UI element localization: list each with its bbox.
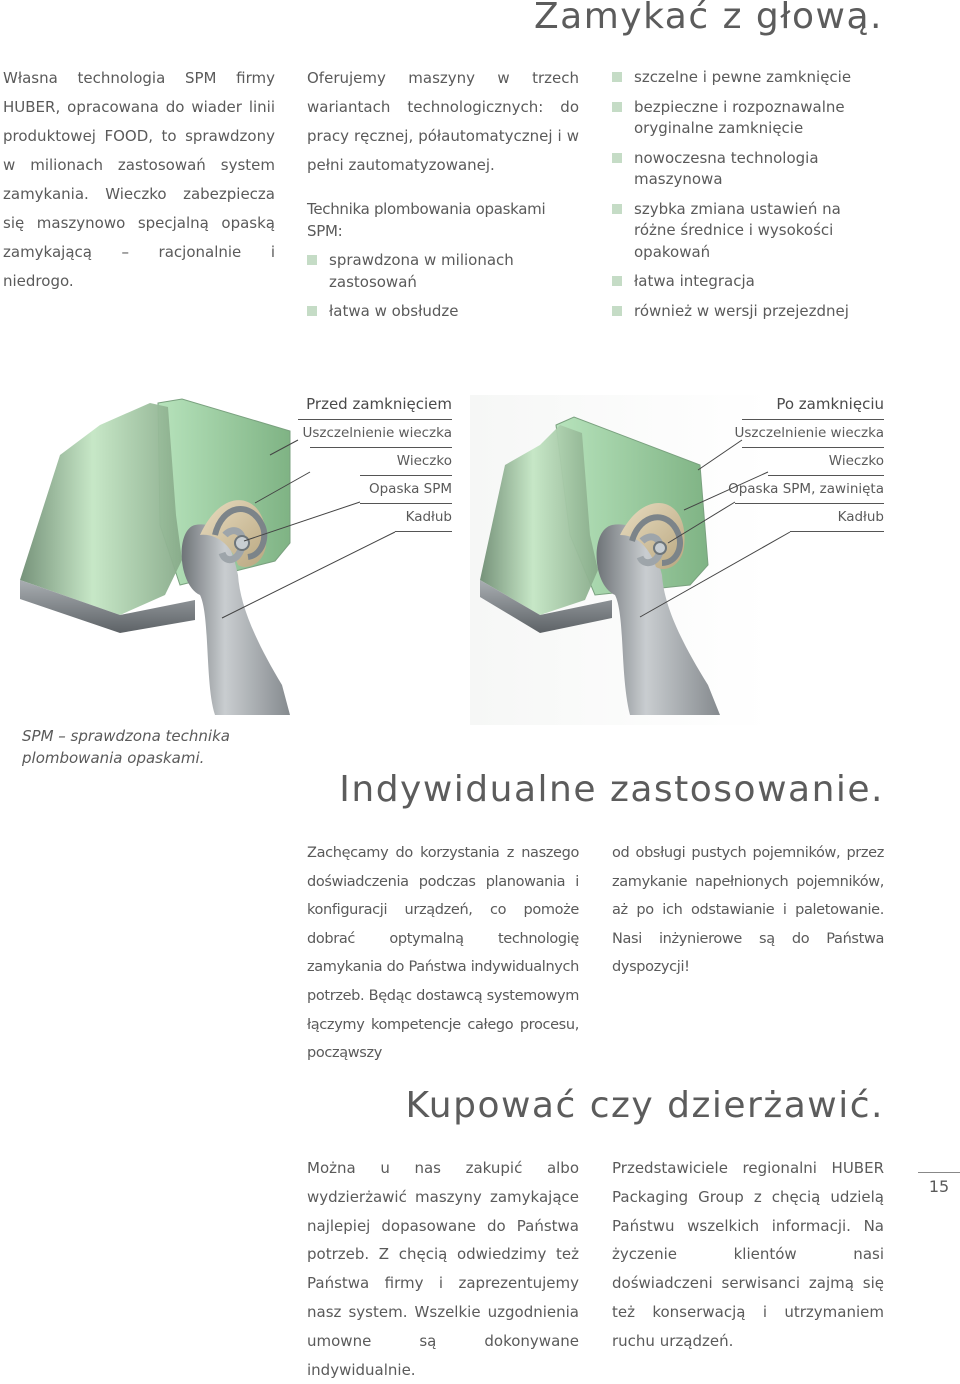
list-item: nowoczesna technologia maszynowa <box>612 148 887 191</box>
label-spm-band: Opaska SPM <box>368 481 452 497</box>
label-underline <box>768 475 884 476</box>
label-underline <box>735 503 884 504</box>
label-body: Kadłub <box>405 509 452 525</box>
page-number-rule <box>918 1172 960 1173</box>
label-underline <box>310 447 452 448</box>
square-bullet-icon <box>307 306 317 316</box>
section-title-closing: Zamykać z głową. <box>533 0 883 37</box>
square-bullet-icon <box>612 204 622 214</box>
label-underline <box>742 447 884 448</box>
individual-paragraph-1: Zachęcamy do korzystania z naszego doświadczenia podczas planowania i konfiguracji urządzeń, co pomoże dobrać optymalną technologię zamykania do Państwa indywidualnych potrzeb. Będąc dostawcą systemowym łączymy kompetencje całego procesu, począwszy <box>307 845 579 1062</box>
closure-features-list <box>612 67 887 330</box>
page-number: 15 <box>928 1177 950 1196</box>
label-lid-seal: Uszczelnienie wieczka <box>302 425 452 441</box>
after-closing-title: Po zamknięciu <box>776 395 884 413</box>
intro-column-2 <box>307 64 579 331</box>
label-body: Kadłub <box>837 509 884 525</box>
square-bullet-icon <box>612 153 622 163</box>
machine-variants-text: Oferujemy maszyny w trzech wariantach technologicznych: do pracy ręcznej, półautomatycznej i w pełni zautomatyzowanej. <box>307 69 579 174</box>
list-item: łatwa integracja <box>612 271 887 293</box>
label-lid: Wieczko <box>828 453 884 469</box>
section-title-buy-or-lease: Kupować czy dzierżawić. <box>405 1085 884 1126</box>
label-underline <box>298 419 452 420</box>
list-item: bezpieczne i rozpoznawalne oryginalne zamknięcie <box>612 97 887 140</box>
square-bullet-icon <box>612 276 622 286</box>
spm-benefits-list <box>307 250 579 323</box>
list-item: szczelne i pewne zamknięcie <box>612 67 887 89</box>
square-bullet-icon <box>612 306 622 316</box>
buy-paragraph-2: Przedstawiciele regionalni HUBER Packaging Group z chęcią udzielą Państwu wszelkich informacji. Na życzenie klientów nasi doświadczeni serwisanci zajmą się też konserwacją i utrzymaniem ruchu urządzeń. <box>612 1159 884 1350</box>
before-closing-drawing <box>20 399 290 715</box>
buy-paragraph-1: Można u nas zakupić albo wydzierżawić maszyny zamykające najlepiej dopasowane do Państwa potrzeb. Z chęcią odwiedzimy też Państwa firmy i zaprezentujemy nasz system. Wszelkie uzgodnienia umowne są dokonywane indywidualnie. <box>307 1159 579 1379</box>
label-underline <box>360 503 452 504</box>
list-item: szybka zmiana ustawień na różne średnice i wysokości opakowań <box>612 199 887 264</box>
label-underline <box>360 475 452 476</box>
square-bullet-icon <box>307 255 317 265</box>
figure-caption: SPM – sprawdzona technika plombowania opaskami. <box>22 727 230 767</box>
label-underline <box>742 419 884 420</box>
label-lid: Wieczko <box>396 453 452 469</box>
list-item: również w wersji przejezdnej <box>612 301 887 323</box>
label-underline <box>790 531 884 532</box>
section-title-individual: Indywidualne zastosowanie. <box>339 769 884 810</box>
individual-paragraph-2: od obsługi pustych pojemników, przez zamykanie napełnionych pojemników, aż po ich odstawianie i paletowanie. Nasi inżynierowe są do Państwa dyspozycji! <box>612 845 884 976</box>
list-item: sprawdzona w milionach zastosowań <box>307 250 579 293</box>
before-closing-title: Przed zamknięciem <box>306 395 452 413</box>
intro-paragraph: Własna technologia SPM firmy HUBER, opracowana do wiader linii produktowej FOOD, to sprawdzony w milionach zastosowań system zamykania. Wieczko zabezpiecza się maszynowo specjalną opaską zamykającą – racjonalnie i niedrogo. <box>3 69 275 290</box>
label-lid-seal: Uszczelnienie wieczka <box>734 425 884 441</box>
square-bullet-icon <box>612 72 622 82</box>
label-spm-band-wrapped: Opaska SPM, zawinięta <box>728 481 884 497</box>
square-bullet-icon <box>612 102 622 112</box>
spm-technique-heading: Technika plombowania opaskami SPM: <box>307 200 546 240</box>
list-item: łatwa w obsłudze <box>307 301 579 323</box>
label-underline <box>395 531 452 532</box>
